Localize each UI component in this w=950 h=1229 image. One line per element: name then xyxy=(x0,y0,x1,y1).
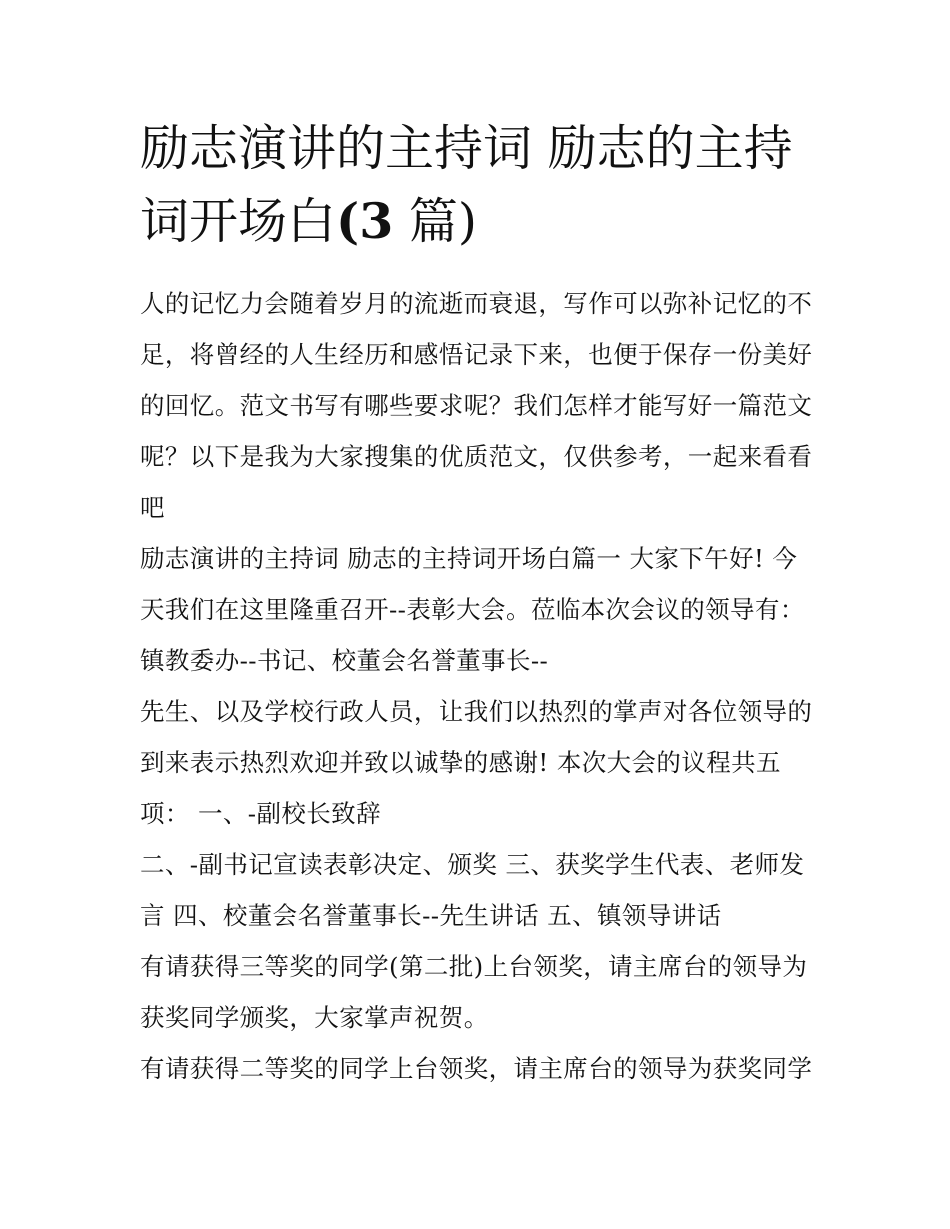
body-line: 到来表示热烈欢迎并致以诚挚的感谢! 本次大会的议程共五 xyxy=(140,748,781,777)
body-line: 二、-副书记宣读表彰决定、颁奖 三、获奖学生代表、老师发 xyxy=(140,850,805,879)
body-line: 言 四、校董会名誉董事长--先生讲话 五、镇领导讲话 xyxy=(140,901,722,930)
body-line: 获奖同学颁奖，大家掌声祝贺。 xyxy=(140,1003,489,1032)
body-line: 镇教委办--书记、校董会名誉董事长-- xyxy=(140,646,549,675)
body-line: 有请获得三等奖的同学(第二批)上台领奖，请主席台的领导为 xyxy=(140,952,808,981)
title-count: (3 xyxy=(336,192,394,250)
body-line: 的回忆。范文书写有哪些要求呢？我们怎样才能写好一篇范文 xyxy=(140,391,813,420)
title-line-2-suffix: 篇) xyxy=(393,193,477,250)
body-line: 呢？以下是我为大家搜集的优质范文，仅供参考，一起来看看 xyxy=(140,442,813,471)
title-line-2 xyxy=(140,185,820,258)
body-line: 项： 一、-副校长致辞 xyxy=(140,799,381,828)
body-line: 励志演讲的主持词 励志的主持词开场白篇一 大家下午好! 今 xyxy=(140,544,798,573)
body-line: 天我们在这里隆重召开--表彰大会。莅临本次会议的领导有： xyxy=(140,595,805,624)
title-line-2-text: 词开场白 xyxy=(140,193,337,250)
document-title xyxy=(140,112,820,258)
body-line: 先生、以及学校行政人员，让我们以热烈的掌声对各位领导的 xyxy=(140,697,813,726)
body-line: 吧 xyxy=(140,493,165,522)
body-line: 有请获得二等奖的同学上台领奖，请主席台的领导为获奖同学 xyxy=(140,1054,813,1083)
body-line: 足，将曾经的人生经历和感悟记录下来，也便于保存一份美好 xyxy=(140,340,813,369)
title-line-1: 励志演讲的主持词 励志的主持 xyxy=(140,120,793,177)
document-body xyxy=(140,278,820,1094)
body-line: 人的记忆力会随着岁月的流逝而衰退，写作可以弥补记忆的不 xyxy=(140,289,813,318)
